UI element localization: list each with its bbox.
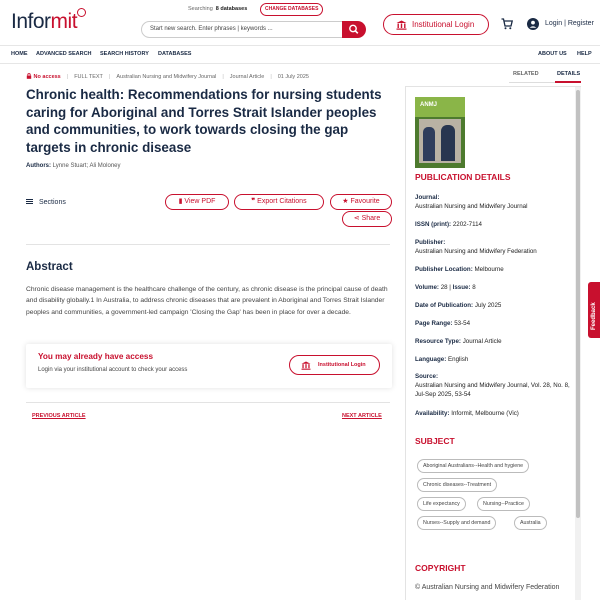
source-value: Australian Nursing and Midwifery Journal, Vol. 28, No. 8, Jul-Sep 2025, 53-54 xyxy=(415,382,570,398)
journal-cover-image xyxy=(415,97,465,168)
share-button[interactable] xyxy=(342,211,392,227)
search-input[interactable]: Start new search. Enter phrases | keywords ... xyxy=(141,21,343,38)
authors-list[interactable]: Lynne Stuart; Ali Moloney xyxy=(52,163,121,169)
detail-volume-issue: Volume: 28 | Issue: 8 xyxy=(415,284,476,291)
detail-pubdate xyxy=(415,301,575,310)
login-register-link[interactable]: Login | Register xyxy=(545,20,594,27)
cover-logo: ANMJ xyxy=(420,102,438,108)
nav-databases[interactable]: DATABASES xyxy=(158,51,192,57)
panel-scroll-thumb[interactable] xyxy=(576,90,580,518)
change-databases-button[interactable]: CHANGE DATABASES xyxy=(260,3,323,16)
subject-heading: SUBJECT xyxy=(415,436,455,446)
publisher-label: Publisher: xyxy=(415,239,446,246)
searching-label: Searching xyxy=(188,6,213,12)
quote-icon: ❞ xyxy=(251,198,256,205)
pdf-icon: ▮ xyxy=(178,198,183,205)
subject-tag[interactable]: Life expectancy xyxy=(417,497,466,511)
resource-value: Journal Article xyxy=(462,338,502,345)
list-icon xyxy=(26,199,33,204)
copyright-text: © Australian Nursing and Midwifery Federation xyxy=(415,584,560,591)
institutional-login-button[interactable] xyxy=(383,14,489,35)
nav-home[interactable]: HOME xyxy=(11,51,28,57)
language-value: English xyxy=(448,356,469,363)
databases-count: 8 databases xyxy=(215,6,248,12)
next-article-link[interactable]: NEXT ARTICLE xyxy=(342,413,382,419)
subject-tag[interactable]: Chronic diseases--Treatment xyxy=(417,478,497,492)
sections-toggle[interactable] xyxy=(26,199,66,206)
previous-article-link[interactable]: PREVIOUS ARTICLE xyxy=(32,413,86,419)
article-title: Chronic health: Recommendations for nursing students caring for Aboriginal and Torres Strait Islander peoples and communities, to work towards closing the gap targets in chronic disease xyxy=(26,87,382,155)
access-institutional-login-button[interactable] xyxy=(289,355,380,375)
meta-date: 01 July 2025 xyxy=(277,74,309,80)
detail-location xyxy=(415,265,575,274)
language-label: Language: xyxy=(415,356,447,363)
divider xyxy=(26,244,390,245)
access-login-label: Institutional Login xyxy=(318,362,366,368)
detail-resource-type xyxy=(415,337,575,346)
subject-tag[interactable]: Nurses--Supply and demand xyxy=(417,516,496,530)
availability-label: Availability: xyxy=(415,410,450,417)
journal-label: Journal: xyxy=(415,194,440,201)
issue-label: Issue: xyxy=(452,284,471,291)
text-type: FULL TEXT xyxy=(74,74,103,80)
share-icon: ⋖ xyxy=(353,215,360,222)
searching-status xyxy=(188,6,247,12)
nav-about-us[interactable]: ABOUT US xyxy=(538,51,567,57)
access-status: No access xyxy=(33,74,61,80)
tab-active-indicator xyxy=(555,81,581,83)
main-nav xyxy=(0,45,600,64)
lock-icon xyxy=(26,73,32,79)
divider xyxy=(26,402,390,403)
favourite-button[interactable] xyxy=(330,194,392,210)
location-label: Publisher Location: xyxy=(415,266,473,273)
sections-label: Sections xyxy=(39,199,66,206)
feedback-tab[interactable] xyxy=(588,282,600,338)
nav-search-history[interactable]: SEARCH HISTORY xyxy=(100,51,149,57)
feedback-label: Feedback xyxy=(591,302,597,330)
institutional-login-label: Institutional Login xyxy=(412,20,475,29)
journal-value[interactable]: Australian Nursing and Midwifery Journal xyxy=(415,203,528,210)
subject-tag[interactable]: Nursing--Practice xyxy=(477,497,530,511)
logo-dot-icon xyxy=(77,8,86,17)
detail-language xyxy=(415,355,575,364)
informit-logo[interactable] xyxy=(11,10,77,34)
view-pdf-label: View PDF xyxy=(184,198,216,205)
pages-value: 53-54 xyxy=(454,320,471,327)
meta-type: Journal Article xyxy=(229,74,265,80)
copyright-heading: COPYRIGHT xyxy=(415,563,466,573)
subject-tag[interactable]: Australia xyxy=(514,516,547,530)
access-text: Login via your institutional account to check your access xyxy=(38,367,188,373)
tab-details[interactable]: DETAILS xyxy=(557,71,581,77)
abstract-heading: Abstract xyxy=(26,261,73,273)
institution-icon xyxy=(301,361,311,370)
availability-value: Informit, Melbourne (Vic) xyxy=(451,410,519,417)
institution-icon xyxy=(396,20,407,30)
pubdate-value: July 2025 xyxy=(474,302,502,309)
view-pdf-button[interactable] xyxy=(165,194,229,210)
logo-main: Infor xyxy=(11,10,51,33)
issue-value: 8 xyxy=(472,284,476,291)
detail-journal xyxy=(415,193,575,211)
pubdate-label: Date of Publication: xyxy=(415,302,474,309)
source-label: Source: xyxy=(415,373,439,380)
volume-label: Volume: xyxy=(415,284,439,291)
search-button[interactable] xyxy=(342,21,366,38)
volume-value: 28 xyxy=(440,284,448,291)
detail-source xyxy=(415,372,575,399)
meta-journal[interactable]: Australian Nursing and Midwifery Journal xyxy=(116,74,217,80)
article-meta: No access | FULL TEXT | Australian Nursing and Midwifery Journal | Journal Article | 01 July 2025 xyxy=(26,73,309,80)
publisher-value: Australian Nursing and Midwifery Federation xyxy=(415,248,537,255)
abstract-text: Chronic disease management is the healthcare challenge of the century, as chronic disease is the principal cause of death and disability globally.1 In Australia, to address chronic diseases that are prevalent in Aboriginal and Torres Strait Islander peoples and communities, a government-led campaign 'Closing the Gap' has been in place for over a decade. xyxy=(26,286,388,316)
access-box xyxy=(26,344,392,388)
issn-label: ISSN (print): xyxy=(415,221,452,228)
export-citations-button[interactable] xyxy=(234,194,324,210)
nav-advanced-search[interactable]: ADVANCED SEARCH xyxy=(36,51,92,57)
subject-tag[interactable]: Aboriginal Australians--Health and hygiene xyxy=(417,459,529,473)
user-account-icon[interactable] xyxy=(527,18,539,30)
pages-label: Page Range: xyxy=(415,320,453,327)
detail-availability xyxy=(415,409,575,418)
authors xyxy=(26,163,121,169)
detail-publisher xyxy=(415,238,575,256)
nav-help[interactable]: HELP xyxy=(577,51,592,57)
detail-issn xyxy=(415,220,575,229)
issn-value: 2202-7114 xyxy=(452,221,482,228)
access-heading: You may already have access xyxy=(38,352,153,361)
cart-icon[interactable] xyxy=(501,18,513,30)
publication-details-heading: PUBLICATION DETAILS xyxy=(415,172,511,182)
authors-label: Authors: xyxy=(26,163,51,169)
export-citations-label: Export Citations xyxy=(257,198,307,205)
tab-related[interactable]: RELATED xyxy=(513,71,539,77)
star-icon: ★ xyxy=(342,198,349,205)
search-icon xyxy=(342,21,366,38)
favourite-label: Favourite xyxy=(350,198,380,205)
resource-label: Resource Type: xyxy=(415,338,461,345)
location-value: Melbourne xyxy=(474,266,504,273)
share-label: Share xyxy=(361,215,381,222)
detail-pages xyxy=(415,319,575,328)
logo-accent: mit xyxy=(50,10,78,33)
